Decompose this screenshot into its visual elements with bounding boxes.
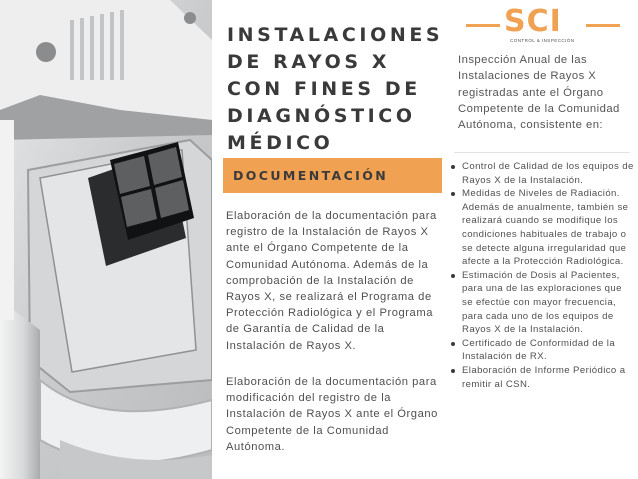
inspection-items-list [449,160,635,391]
logo-tagline: CONTROL & INSPECCIÓN [510,38,575,43]
title-line: CON FINES DE [227,78,421,100]
section-banner [223,158,442,193]
list-item: Estimación de Dosis al Pacientes, para una de las exploraciones que se efectúe con mayor frecuencia, para cada uno de los equipos de Rayos X de la Instalación. [449,269,635,337]
section-label: DOCUMENTACIÓN [233,168,389,183]
list-item: Certificado de Conformidad de la Instalación de RX. [449,337,635,364]
list-item: Elaboración de Informe Periódico a remitir al CSN. [449,364,635,391]
inspection-intro: Inspección Anual de las Instalaciones de Rayos X registradas ante el Órgano Competente de la Comunidad Autónoma, consistente en: [458,54,620,132]
title-line: DIAGNÓSTICO [227,105,416,127]
documentation-paragraph-registration: Elaboración de la documentación para registro de la Instalación de Rayos X ante el Órgano Competente de la Comunidad Autónoma. Además de la comprobación de la Instalación de Rayos X, se realizará el Programa de Protección Radiológica y el Programa de Garantía de Calidad de la Instalación de Rayos X. [226,210,437,352]
page-title [227,22,442,157]
documentation-paragraph-modification: Elaboración de la documentación para modificación del registro de la Instalación de Rayos X ante el Órgano Competente de la Comunidad Autónoma. [226,376,438,453]
sci-logo [464,4,620,50]
divider [454,152,630,153]
logo-bar-right [586,24,620,27]
title-line: INSTALACIONES [227,24,444,46]
xray-equipment-illustration [0,0,212,479]
xray-equipment-photo [0,0,212,479]
title-line: MÉDICO [227,132,334,154]
title-line: DE RAYOS X [227,51,391,73]
list-item: Control de Calidad de los equipos de Rayos X de la Instalación. [449,160,635,187]
logo-bar-left [466,24,500,27]
logo-mark: SCI [504,4,562,39]
list-item: Medidas de Niveles de Radiación. Además de anualmente, también se realizará cuando se modifique los condiciones habituales de trabajo o se detecte alguna irregularidad que afecte a la Protección Radiológica. [449,187,635,269]
